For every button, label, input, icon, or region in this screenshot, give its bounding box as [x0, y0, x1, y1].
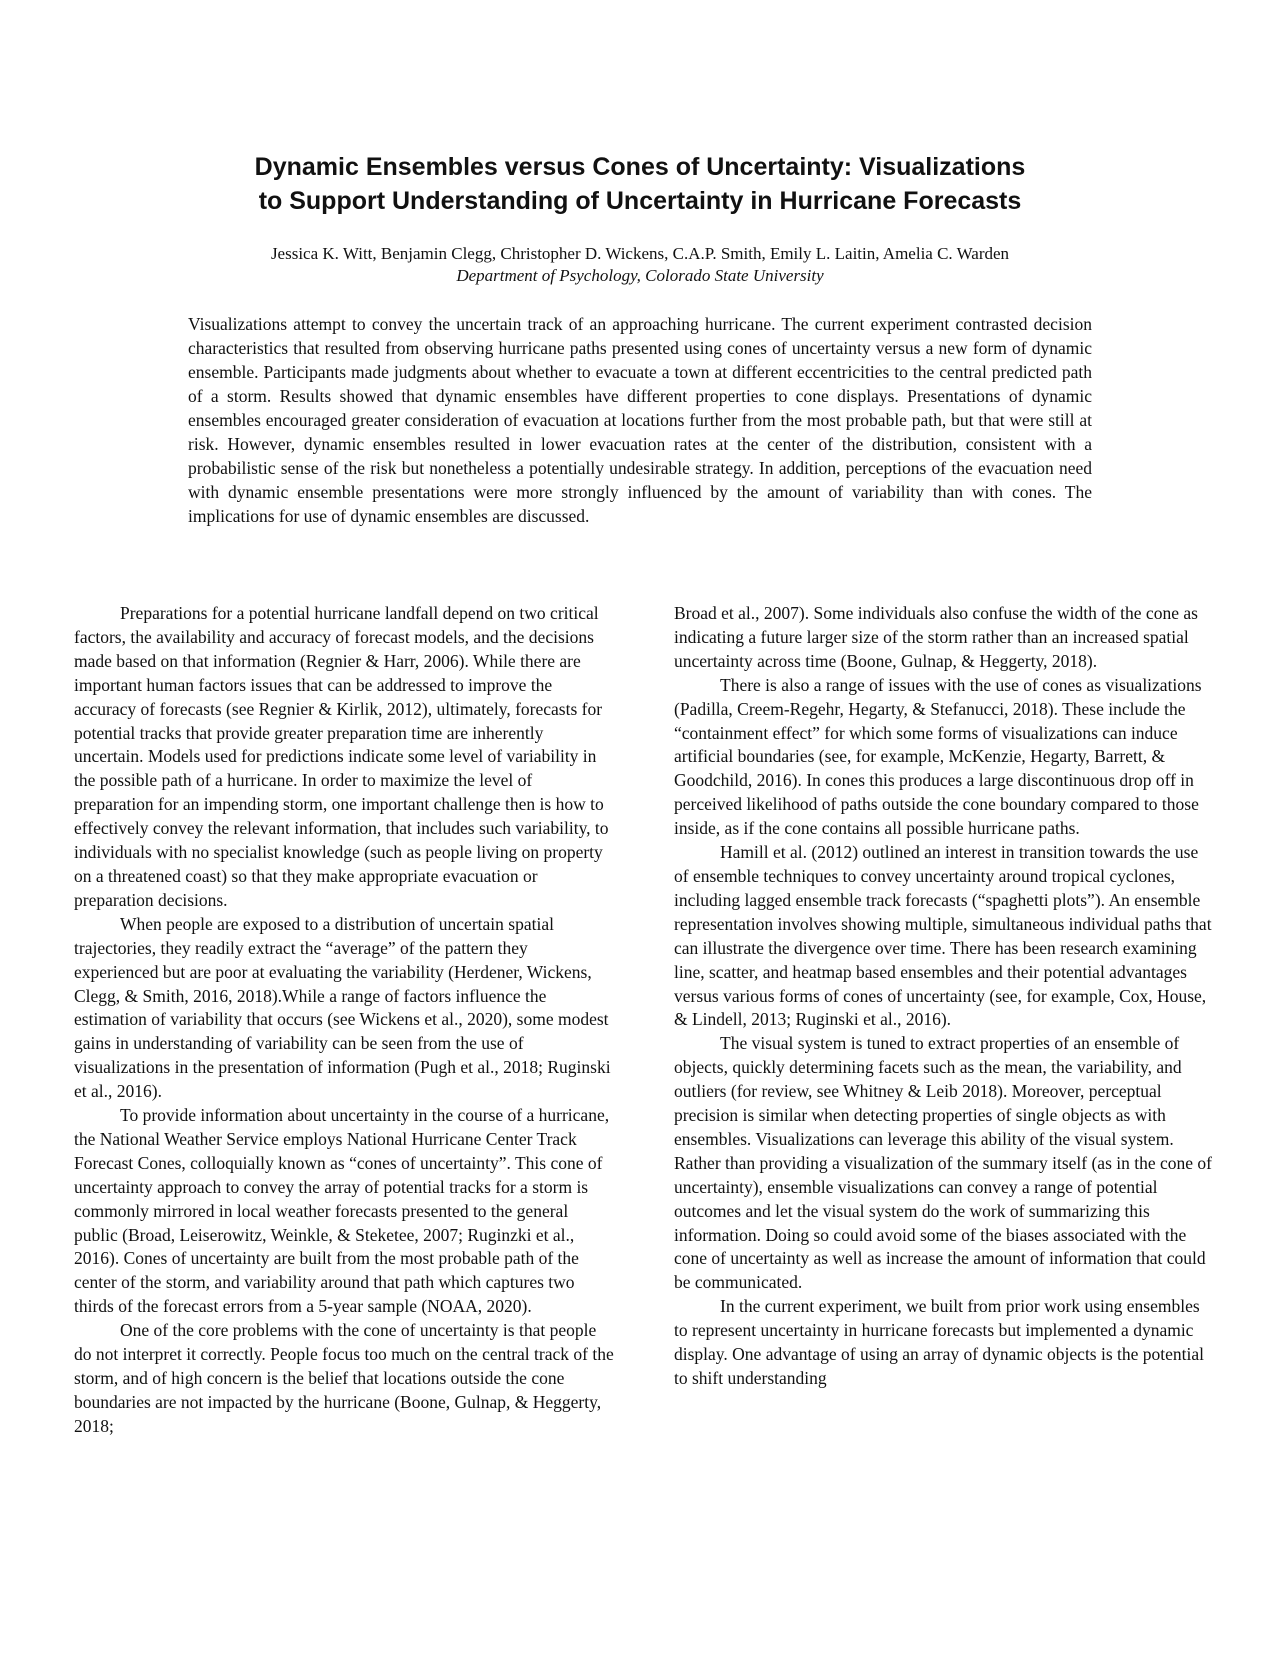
body-paragraph: There is also a range of issues with the use of cones as visualizations (Padilla, Creem-Regehr, Hegarty, & Stefanucci, 2018). These include the “containment effect” for which some forms of visualizations can induce artificial boundaries (see, for example, McKenzie, Hegarty, Barrett, & Goodchild, 2016). In cones this produces a large discontinuous drop off in perceived likelihood of paths outside the cone boundary compared to those inside, as if the cone contains all possible hurricane paths. — [674, 674, 1202, 839]
body-paragraph: Hamill et al. (2012) outlined an interest in transition towards the use of ensemble techniques to convey uncertainty around tropical cyclones, including lagged ensemble track forecasts (“spaghetti plots”). An ensemble representation involves showing multiple, simultaneous individual paths that can illustrate the divergence over time. There has been research examining line, scatter, and heatmap based ensembles and their potential advantages versus various forms of cones of uncertainty (see, for example, Cox, House, & Lindell, 2013; Ruginski et al., 2016). — [674, 842, 1212, 1030]
abstract: Visualizations attempt to convey the uncertain track of an approaching hurricane. The current experiment contrasted decision characteristics that resulted from observing hurricane paths presented using cones of uncertainty versus a new form of dynamic ensemble. Participants made judgments about whether to evacuate a town at different eccentricities to the central predicted path of a storm. Results showed that dynamic ensembles have different properties to cone displays. Presentations of dynamic ensembles encouraged greater consideration of evacuation at locations further from the most probable path, but that were still at risk. However, dynamic ensembles resulted in lower evacuation rates at the center of the distribution, consistent with a probabilistic sense of the risk but nonetheless a potentially undesirable strategy. In addition, perceptions of the evacuation need with dynamic ensemble presentations were more strongly influenced by the amount of variability than with cones. The implications for use of dynamic ensembles are discussed. — [188, 314, 1092, 526]
body-paragraph: One of the core problems with the cone of uncertainty is that people do not interpret it correctly. People focus too much on the central track of the storm, and of high concern is the belief that locations outside the cone boundaries are not impacted by the hurricane (Boone, Gulnap, & Heggerty, 2018; — [74, 1320, 614, 1436]
body-paragraph-continued: Broad et al., 2007). Some individuals also confuse the width of the cone as indicating a future larger size of the storm rather than an increased spatial uncertainty across time (Boone, Gulnap, & Heggerty, 2018). — [674, 603, 1198, 671]
body-paragraph: Preparations for a potential hurricane landfall depend on two critical factors, the availability and accuracy of forecast models, and the decisions made based on that information (Regnier & Harr, 2006). While there are important human factors issues that can be addressed to improve the accuracy of forecasts (see Regnier & Kirlik, 2012), ultimately, forecasts for potential tracks that provide greater preparation time are inherently uncertain. Models used for predictions indicate some level of variability in the possible path of a hurricane. In order to maximize the level of preparation for an impending storm, one important challenge then is how to effectively convey the relevant information, that includes such variability, to individuals with no specialist knowledge (such as people living on property on a threatened coast) so that they make appropriate evacuation or preparation decisions. — [74, 603, 609, 910]
paper-title — [120, 150, 1160, 218]
author-affiliation: Department of Psychology, Colorado State University — [456, 266, 824, 285]
body-paragraph: In the current experiment, we built from prior work using ensembles to represent uncertainty in hurricane forecasts but implemented a dynamic display. One advantage of using an array of dynamic objects is the potential to shift understanding — [674, 1296, 1205, 1388]
paper-title-line-1: Dynamic Ensembles versus Cones of Uncertainty: Visualizations — [254, 153, 1026, 181]
body-paragraph: To provide information about uncertainty in the course of a hurricane, the National Weather Service employs National Hurricane Center Track Forecast Cones, colloquially known as “cones of uncertainty”. This cone of uncertainty approach to convey the array of potential tracks for a storm is commonly mirrored in local weather forecasts presented to the general public (Broad, Leiserowitz, Weinkle, & Steketee, 2007; Ruginzki et al., 2016). Cones of uncertainty are built from the most probable path of the center of the storm, and variability around that path which captures two thirds of the forecast errors from a 5-year sample (NOAA, 2020). — [74, 1105, 610, 1317]
body-paragraph: When people are exposed to a distribution of uncertain spatial trajectories, they readily extract the “average” of the pattern they experienced but are poor at evaluating the variability (Herdener, Wickens, Clegg, & Smith, 2016, 2018).While a range of factors influence the estimation of variability that occurs (see Wickens et al., 2020), some modest gains in understanding of variability can be seen from the use of visualizations in the presentation of information (Pugh et al., 2018; Ruginski et al., 2016). — [74, 913, 611, 1102]
author-list: Jessica K. Witt, Benjamin Clegg, Christopher D. Wickens, C.A.P. Smith, Emily L. Laitin, Amelia C. Warden — [270, 244, 1010, 263]
body-column-right — [674, 602, 1214, 1391]
body-column-left — [74, 602, 614, 1439]
body-paragraph: The visual system is tuned to extract properties of an ensemble of objects, quickly determining facets such as the mean, the variability, and outliers (for review, see Whitney & Leib 2018). Moreover, perceptual precision is similar when detecting properties of single objects as with ensembles. Visualizations can leverage this ability of the visual system. Rather than providing a visualization of the summary itself (as in the cone of uncertainty), ensemble visualizations can convey a range of potential outcomes and let the visual system do the work of summarizing this information. Doing so could avoid some of the biases associated with the cone of uncertainty as well as increase the amount of information that could be communicated. — [674, 1033, 1212, 1293]
paper-title-line-2: to Support Understanding of Uncertainty in Hurricane Forecasts — [258, 187, 1022, 215]
